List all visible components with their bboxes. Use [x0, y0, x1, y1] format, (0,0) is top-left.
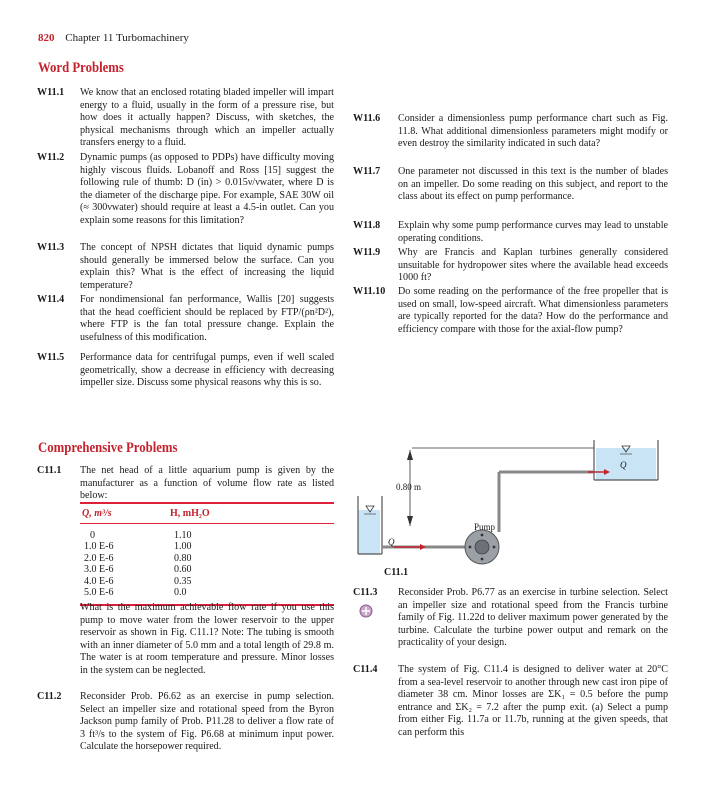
cell-h: 1.10	[174, 530, 192, 541]
reservoir-pump-diagram	[354, 436, 668, 581]
problem-W11.9	[353, 247, 668, 285]
table-row	[80, 530, 334, 541]
page-header	[38, 32, 189, 44]
problem-C11.4	[353, 664, 668, 740]
problem-number: C11.1	[37, 465, 62, 476]
flow-arrow-lower-icon	[420, 544, 426, 550]
table-row	[80, 564, 334, 575]
pump-data-table	[80, 488, 334, 606]
problem-number: W11.1	[37, 87, 65, 98]
web-exercise-icon	[359, 604, 373, 618]
cell-q: 3.0 E-6	[84, 564, 114, 576]
column-header-h: H, mH₂O	[170, 508, 210, 519]
problem-number: C11.2	[37, 691, 62, 702]
problem-text: Reconsider Prob. P6.62 as an exercise in pump selection. Select an impeller size and rotational speed from the Byron Jackson pump family of Prob. P11.28 to deliver a flow rate of 3 ft³/s to the system of Fig. P6.68 at minimum input power. Calculate the horsepower required.	[80, 691, 334, 753]
problem-text: The net head of a little aquarium pump is given by the manufacturer as a function of volume flow rate as listed below:	[80, 465, 334, 502]
cell-q: 4.0 E-6	[84, 575, 114, 587]
problem-W11.3	[37, 242, 334, 292]
cell-q: 1.0 E-6	[84, 541, 114, 553]
cell-h: 0.60	[174, 564, 192, 576]
problem-number: C11.3	[353, 587, 378, 598]
problem-number: W11.7	[353, 166, 381, 177]
problem-W11.2	[37, 152, 334, 228]
word-problems-heading: Word Problems	[38, 60, 124, 76]
problem-text: Reconsider Prob. P6.77 as an exercise in turbine selection. Select an impeller size and rotational speed from the Francis turbine family of Fig. 11.22d to deliver maximum power generated by the turbine. Calculate the turbine power output and remark on the practicality of your design.	[398, 587, 668, 649]
pump-impeller-icon	[475, 540, 489, 554]
problem-text: Performance data for centrifugal pumps, even if well scaled geometrically, show a decrease in efficiency with decreasing impeller size. Discuss some physical reasons why this is so.	[80, 352, 334, 389]
problem-text: Do some reading on the performance of the free propeller that is used on small, low-speed aircraft. What dimensionless parameters are typically reported for the data? How do the performance and efficiency compare with those for the axial-flow pump?	[398, 286, 668, 335]
problem-W11.5	[37, 352, 334, 390]
pump-label: Pump	[474, 522, 496, 532]
cell-h: 0.35	[174, 575, 192, 587]
table-row	[80, 576, 334, 587]
cell-h: 1.00	[174, 541, 192, 553]
pump-bolt-icon	[469, 546, 472, 549]
pump-bolt-icon	[493, 546, 496, 549]
flow-label-upper: Q	[620, 460, 627, 470]
problem-C11.3	[353, 587, 668, 650]
problem-number: W11.9	[353, 247, 381, 258]
problem-number: W11.5	[37, 352, 65, 363]
problem-W11.6	[353, 113, 668, 151]
problem-text: For nondimensional fan performance, Wallis [20] suggests that the head coefficient should be replaced by FTP/(ρn²D²), where FTP is the fan total pressure change. Explain the usefulness of this modification.	[80, 294, 334, 343]
problem-W11.1	[37, 87, 334, 150]
problem-W11.7	[353, 166, 668, 204]
cell-h: 0.0	[174, 587, 187, 599]
problem-text: We know that an enclosed rotating bladed impeller will impart energy to a fluid, usually in the form of a pressure rise, but how does it actually happen? Discuss, with sketches, the physical mechanisms through which an impeller actually transfers energy to a fluid.	[80, 87, 334, 149]
problem-text: Consider a dimensionless pump performance chart such as Fig. 11.8. What additional dimensionless parameters might modify or even destroy the similarity indicated in such data?	[398, 113, 668, 150]
page-number: 820	[38, 32, 55, 44]
pump-bolt-icon	[481, 534, 484, 537]
dimension-arrow-up-icon	[407, 450, 413, 460]
problem-W11.10	[353, 286, 668, 336]
problem-W11.4	[37, 294, 334, 344]
problem-text: Why are Francis and Kaplan turbines generally considered unsuitable for hydropower sites where the available head exceeds 1000 ft?	[398, 247, 668, 284]
problem-text: The concept of NPSH dictates that liquid dynamic pumps should generally be immersed below the surface. Can you explain this? What is the effect of increasing the liquid temperature?	[80, 242, 334, 291]
problem-number: W11.10	[353, 286, 386, 297]
problem-number: W11.3	[37, 242, 65, 253]
problem-number: W11.2	[37, 152, 65, 163]
chapter-title: Chapter 11 Turbomachinery	[65, 32, 189, 44]
problem-C11.1-question	[80, 602, 334, 678]
table-body	[80, 524, 334, 604]
figure-C11-1	[354, 436, 668, 581]
problem-number: C11.4	[353, 664, 378, 675]
column-header-q: Q, m³/s	[82, 508, 112, 519]
problem-number: W11.4	[37, 294, 65, 305]
dimension-arrow-down-icon	[407, 516, 413, 526]
flow-label-lower: Q	[388, 537, 395, 547]
problem-number: W11.6	[353, 113, 381, 124]
height-label: 0.80 m	[396, 482, 422, 492]
problem-C11.2	[37, 691, 334, 754]
cell-q: 2.0 E-6	[84, 552, 114, 564]
problem-text: Explain why some pump performance curves may lead to unstable operating conditions.	[398, 220, 668, 244]
lower-reservoir-water	[358, 510, 380, 554]
cell-q: 5.0 E-6	[84, 587, 114, 599]
table-header	[80, 502, 334, 524]
figure-caption: C11.1	[384, 567, 409, 578]
cell-h: 0.80	[174, 552, 192, 564]
pump-bolt-icon	[481, 558, 484, 561]
problem-W11.8	[353, 220, 668, 245]
problem-text: Dynamic pumps (as opposed to PDPs) have difficulty moving highly viscous fluids. Lobanoff and Ross [15] suggest the following rule of thumb: D (in) > 0.015ν/νwater, where D is the diameter of the discharge pipe. For example, SAE 30W oil (≈ 300νwater) should require at least a 4.5-in outlet. Can you explain some reasons for this limitation?	[80, 152, 334, 226]
problem-number: W11.8	[353, 220, 381, 231]
table-row	[80, 553, 334, 564]
comprehensive-problems-heading: Comprehensive Problems	[38, 440, 178, 456]
cell-q: 0	[90, 530, 95, 541]
problem-text: The system of Fig. C11.4 is designed to deliver water at 20°C from a sea-level reservoir to another through new cast iron pipe of diameter 38 cm. Minor losses are ΣK₁ = 0.5 before the pump entrance and ΣK₂ = 7.2 after the pump exit. (a) Select a pump from either Fig. 11.7a or 11.7b, running at the given speeds, that can perform this	[398, 664, 668, 738]
problem-text: What is the maximum achievable flow rate if you use this pump to move water from the lower reservoir to the upper reservoir as shown in Fig. C11.1? Note: The tubing is smooth with an inner diameter of 5.0 mm and a total length of 29.8 m. The water is at room temperature and pressure. Minor losses in the system can be neglected.	[80, 602, 334, 676]
problem-text: One parameter not discussed in this text is the number of blades on an impeller. Do some reading on this subject, and report to the class about its effect on pump performance.	[398, 166, 668, 203]
table-row	[80, 541, 334, 552]
table-row	[80, 587, 334, 598]
